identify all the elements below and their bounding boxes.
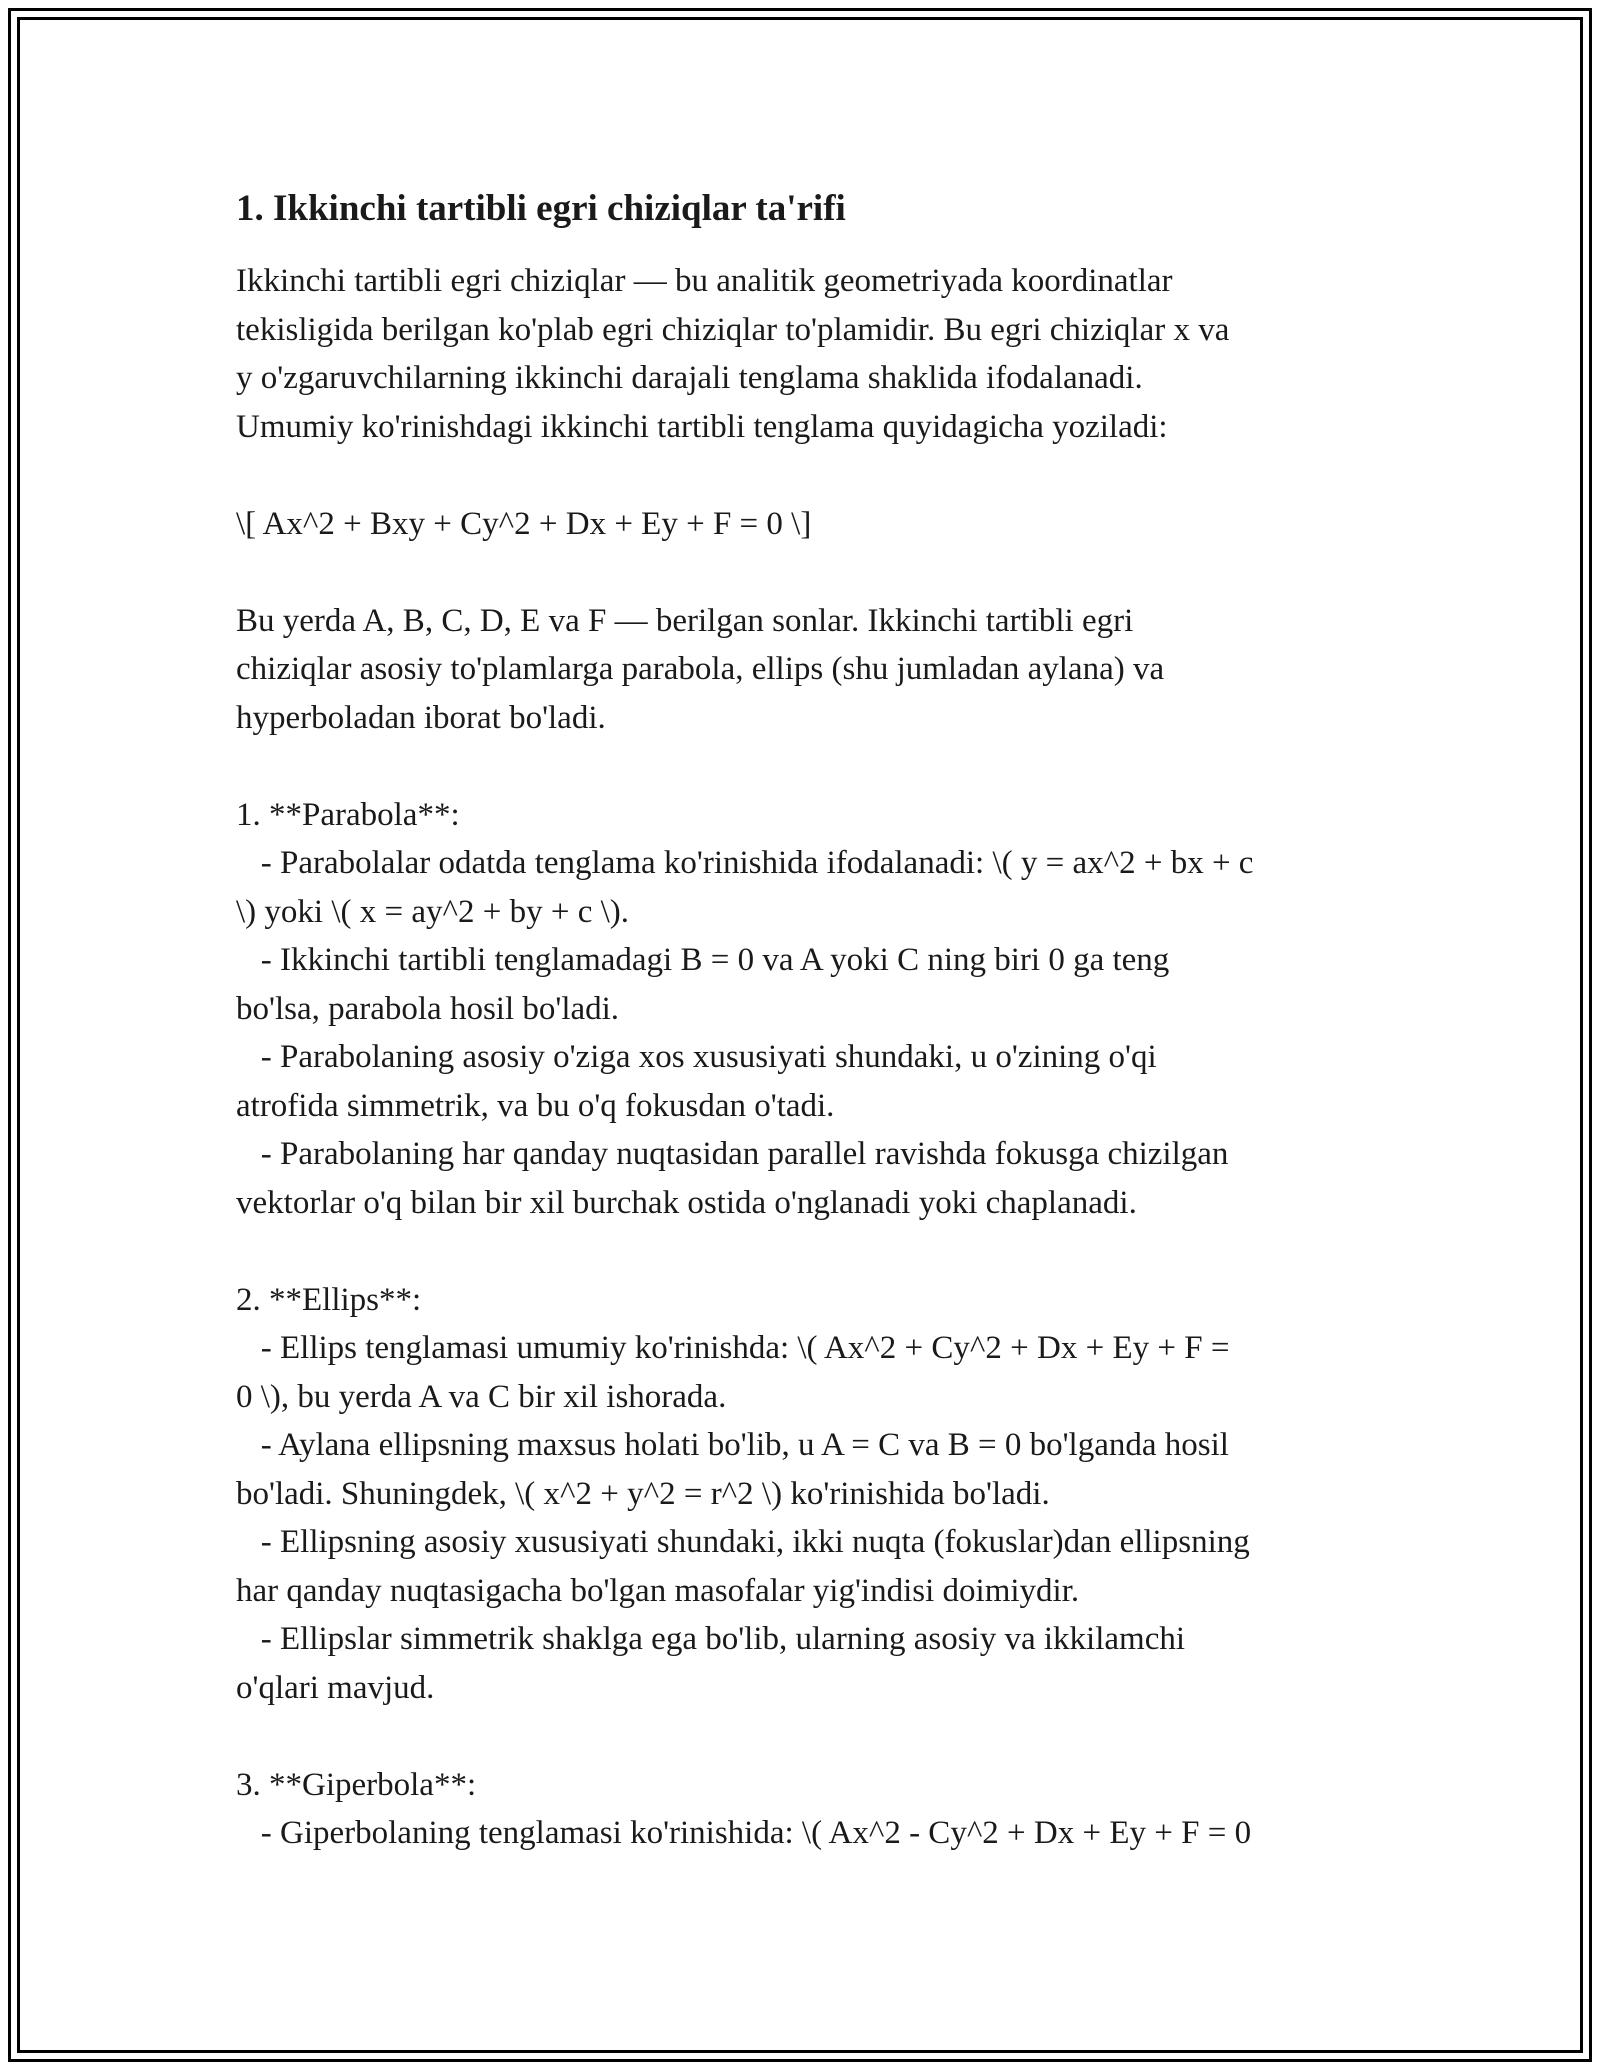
document-content bbox=[236, 185, 1374, 1858]
document-body-text: Ikkinchi tartibli egri chiziqlar — bu analitik geometriyada koordinatlar tekisligida berilgan ko'plab egri chiziqlar to'plamidir. Bu egri chiziqlar x va y o'zgaruvchilarning ikkinchi darajali tenglama shaklida ifodalanadi. Umumiy ko'rinishdagi ikkinchi tartibli tenglama quyidagicha yoziladi: \[ Ax^2 + Bxy + Cy^2 + Dx + Ey + F = 0 \] Bu yerda A, B, C, D, E va F — berilgan sonlar. Ikkinchi tartibli egri chiziqlar asosiy to'plamlarga parabola, ellips (shu jumladan aylana) va hyperboladan iborat bo'ladi. 1. **Parabola**: - Parabolalar odatda tenglama ko'rinishida ifodalanadi: \( y = ax^2 + bx + c \) yoki \( x = ay^2 + by + c \). - Ikkinchi tartibli tenglamadagi B = 0 va A yoki C ning biri 0 ga teng bo'lsa, parabola hosil bo'ladi. - Parabolaning asosiy o'ziga xos xususiyati shundaki, u o'zining o'qi atrofida simmetrik, va bu o'q fokusdan o'tadi. - Parabolaning har qanday nuqtasidan parallel ravishda fokusga chizilgan vektorlar o'q bilan bir xil burchak ostida o'nglanadi yoki chaplanadi. 2. **Ellips**: - Ellips tenglamasi umumiy ko'rinishda: \( Ax^2 + Cy^2 + Dx + Ey + F = 0 \), bu yerda A va C bir xil ishorada. - Aylana ellipsning maxsus holati bo'lib, u A = C va B = 0 bo'lganda hosil bo'ladi. Shuningdek, \( x^2 + y^2 = r^2 \) ko'rinishida bo'ladi. - Ellipsning asosiy xususiyati shundaki, ikki nuqta (fokuslar)dan ellipsning har qanday nuqtasigacha bo'lgan masofalar yig'indisi doimiydir. - Ellipslar simmetrik shaklga ega bo'lib, ularning asosiy va ikkilamchi o'qlari mavjud. 3. **Giperbola**: - Giperbolaning tenglamasi ko'rinishida: \( Ax^2 - Cy^2 + Dx + Ey + F = 0 bbox=[236, 263, 1254, 1852]
section-heading: 1. Ikkinchi tartibli egri chiziqlar ta'rifi bbox=[236, 188, 846, 229]
